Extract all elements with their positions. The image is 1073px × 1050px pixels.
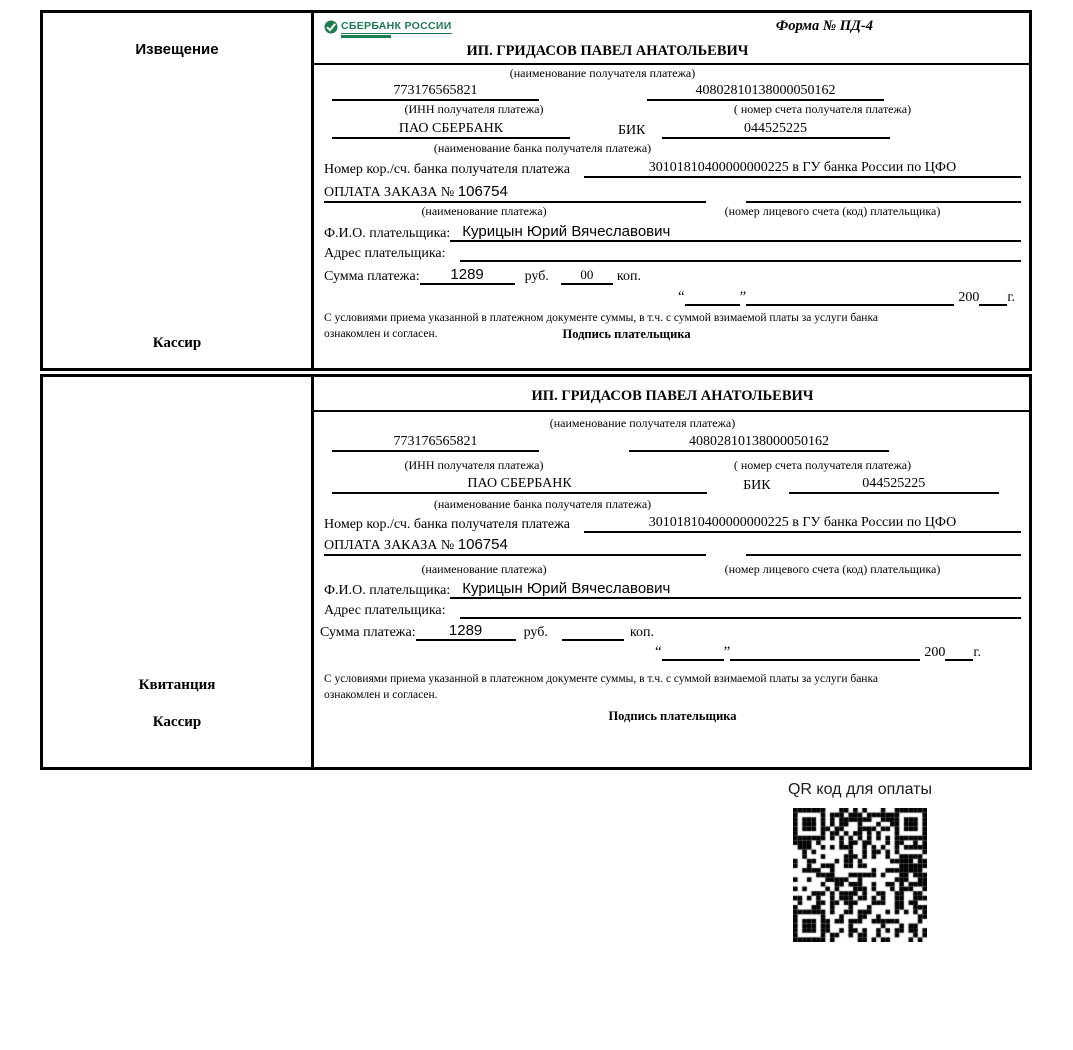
receipt-stub-column: [43, 377, 314, 767]
recipient-name: ИП. ГРИДАСОВ ПАВЕЛ АНАТОЛЬЕВИЧ: [466, 43, 749, 59]
account-value: 40802810138000050162: [647, 83, 884, 101]
personal-account-line: [746, 186, 1021, 203]
inn-label: (ИНН получателя платежа): [404, 458, 544, 472]
account-label: ( номер счета получателя платежа): [733, 458, 912, 472]
payer-address-value: [460, 245, 1021, 262]
cashier-label: Кассир: [152, 335, 202, 351]
sberbank-logo-text: СБЕРБАНК РОССИИ: [341, 20, 452, 32]
notice-main-panel: [314, 13, 1029, 368]
sum-kop-value: 00: [561, 267, 613, 285]
year-suffix: г.: [973, 645, 981, 660]
sum-kop-value: [562, 624, 624, 641]
personal-account-label: (номер лицевого счета (код) плательщика): [724, 562, 941, 576]
corr-account-value: 30101810400000000225 в ГУ банка России по ЦФО: [584, 160, 1021, 178]
agreement-line1: С условиями приема указанной в платежном документе суммы, в т.ч. с суммой взимаемой платы за услуги банка: [324, 673, 878, 685]
signature-label: Подпись плательщика: [562, 327, 691, 342]
quote-close: ”: [739, 289, 747, 305]
order-number: 106754: [457, 536, 508, 553]
inn-value: 773176565821: [332, 434, 539, 452]
quote-open: “: [654, 644, 662, 660]
bik-value: 044525225: [789, 476, 999, 494]
bik-label: БИК: [743, 478, 771, 493]
notice-label: Извещение: [135, 41, 219, 58]
signature-label: Подпись плательщика: [608, 709, 737, 724]
payment-name-value: [324, 536, 706, 556]
year-line: [979, 289, 1007, 306]
inn-value: 773176565821: [332, 83, 539, 101]
corr-account-label: Номер кор./сч. банка получателя платежа: [324, 517, 570, 532]
rub-label: руб.: [524, 269, 549, 284]
rub-label: руб.: [523, 625, 548, 640]
payment-name-value: [324, 183, 706, 203]
sum-label: Сумма платежа:: [324, 269, 420, 284]
qr-code: [793, 808, 927, 942]
notice-header: [324, 16, 1021, 62]
recipient-name-label: (наименование получателя платежа): [509, 66, 696, 80]
sberbank-logo-icon: [324, 20, 338, 34]
date-month-line: [746, 289, 954, 306]
payment-name-text: ОПЛАТА ЗАКАЗА №: [324, 185, 458, 200]
qr-block: [775, 781, 945, 942]
agreement-text: [324, 671, 1021, 726]
corr-account-label: Номер кор./сч. банка получателя платежа: [324, 162, 570, 177]
bik-label: БИК: [618, 123, 646, 138]
payment-name-label: (наименование платежа): [421, 204, 547, 218]
payer-address-label: Адрес плательщика:: [324, 246, 446, 261]
recipient-name: ИП. ГРИДАСОВ ПАВЕЛ АНАТОЛЬЕВИЧ: [531, 388, 814, 404]
agreement-text: [324, 310, 1021, 344]
agreement-line2: ознакомлен и согласен.: [324, 328, 438, 341]
payer-fio-value: Курицын Юрий Вячеславович: [450, 223, 1021, 242]
account-label: ( номер счета получателя платежа): [733, 102, 912, 116]
bank-name-value: ПАО СБЕРБАНК: [332, 476, 707, 494]
divider-line: [314, 63, 1029, 65]
year-prefix: 200: [958, 290, 980, 305]
receipt-label: Квитанция: [138, 677, 216, 693]
bik-value: 044525225: [662, 121, 890, 139]
date-line: [324, 289, 1021, 306]
payment-name-label: (наименование платежа): [421, 562, 547, 576]
logo-tagline-bar: [341, 35, 391, 38]
receipt-main-panel: [314, 377, 1029, 767]
qr-label: QR код для оплаты: [787, 781, 932, 798]
payer-address-value: [460, 602, 1021, 619]
order-number: 106754: [457, 183, 508, 200]
inn-label: (ИНН получателя платежа): [404, 102, 544, 116]
notice-section: [40, 10, 1032, 371]
date-day-line: [662, 644, 724, 661]
sum-rub-value: 1289: [420, 266, 515, 285]
year-line: [945, 644, 973, 661]
bank-name-label: (наименование банка получателя платежа): [433, 497, 652, 511]
year-prefix: 200: [924, 645, 946, 660]
date-day-line: [685, 289, 740, 306]
payer-address-label: Адрес плательщика:: [324, 603, 446, 618]
kop-label: коп.: [629, 625, 654, 640]
kop-label: коп.: [616, 269, 641, 284]
quote-open: “: [677, 289, 685, 305]
personal-account-line: [746, 539, 1021, 556]
payer-fio-value: Курицын Юрий Вячеславович: [450, 580, 1021, 599]
personal-account-label: (номер лицевого счета (код) плательщика): [724, 204, 941, 218]
payer-fio-label: Ф.И.О. плательщика:: [324, 226, 451, 241]
quote-close: ”: [723, 644, 731, 660]
recipient-name-label: (наименование получателя платежа): [549, 416, 736, 430]
sberbank-logo: [324, 20, 452, 38]
date-month-line: [730, 644, 920, 661]
notice-stub-column: [43, 13, 314, 368]
year-suffix: г.: [1007, 290, 1015, 305]
corr-account-value: 30101810400000000225 в ГУ банка России по ЦФО: [584, 515, 1021, 533]
receipt-section: [40, 374, 1032, 770]
bank-name-value: ПАО СБЕРБАНК: [332, 121, 570, 139]
sum-label: Сумма платежа:: [320, 625, 416, 640]
cashier-label: Кассир: [152, 714, 202, 730]
divider-line: [314, 410, 1029, 412]
payment-name-text: ОПЛАТА ЗАКАЗА №: [324, 538, 458, 553]
agreement-line1: С условиями приема указанной в платежном документе суммы, в т.ч. с суммой взимаемой платы за услуги банка: [324, 312, 878, 324]
account-value: 40802810138000050162: [629, 434, 889, 452]
agreement-line2: ознакомлен и согласен.: [324, 689, 438, 702]
bank-name-label: (наименование банка получателя платежа): [433, 141, 652, 155]
sum-rub-value: 1289: [416, 622, 516, 641]
payer-fio-label: Ф.И.О. плательщика:: [324, 583, 451, 598]
date-line: [324, 644, 1021, 661]
form-number: Форма № ПД-4: [775, 18, 873, 34]
